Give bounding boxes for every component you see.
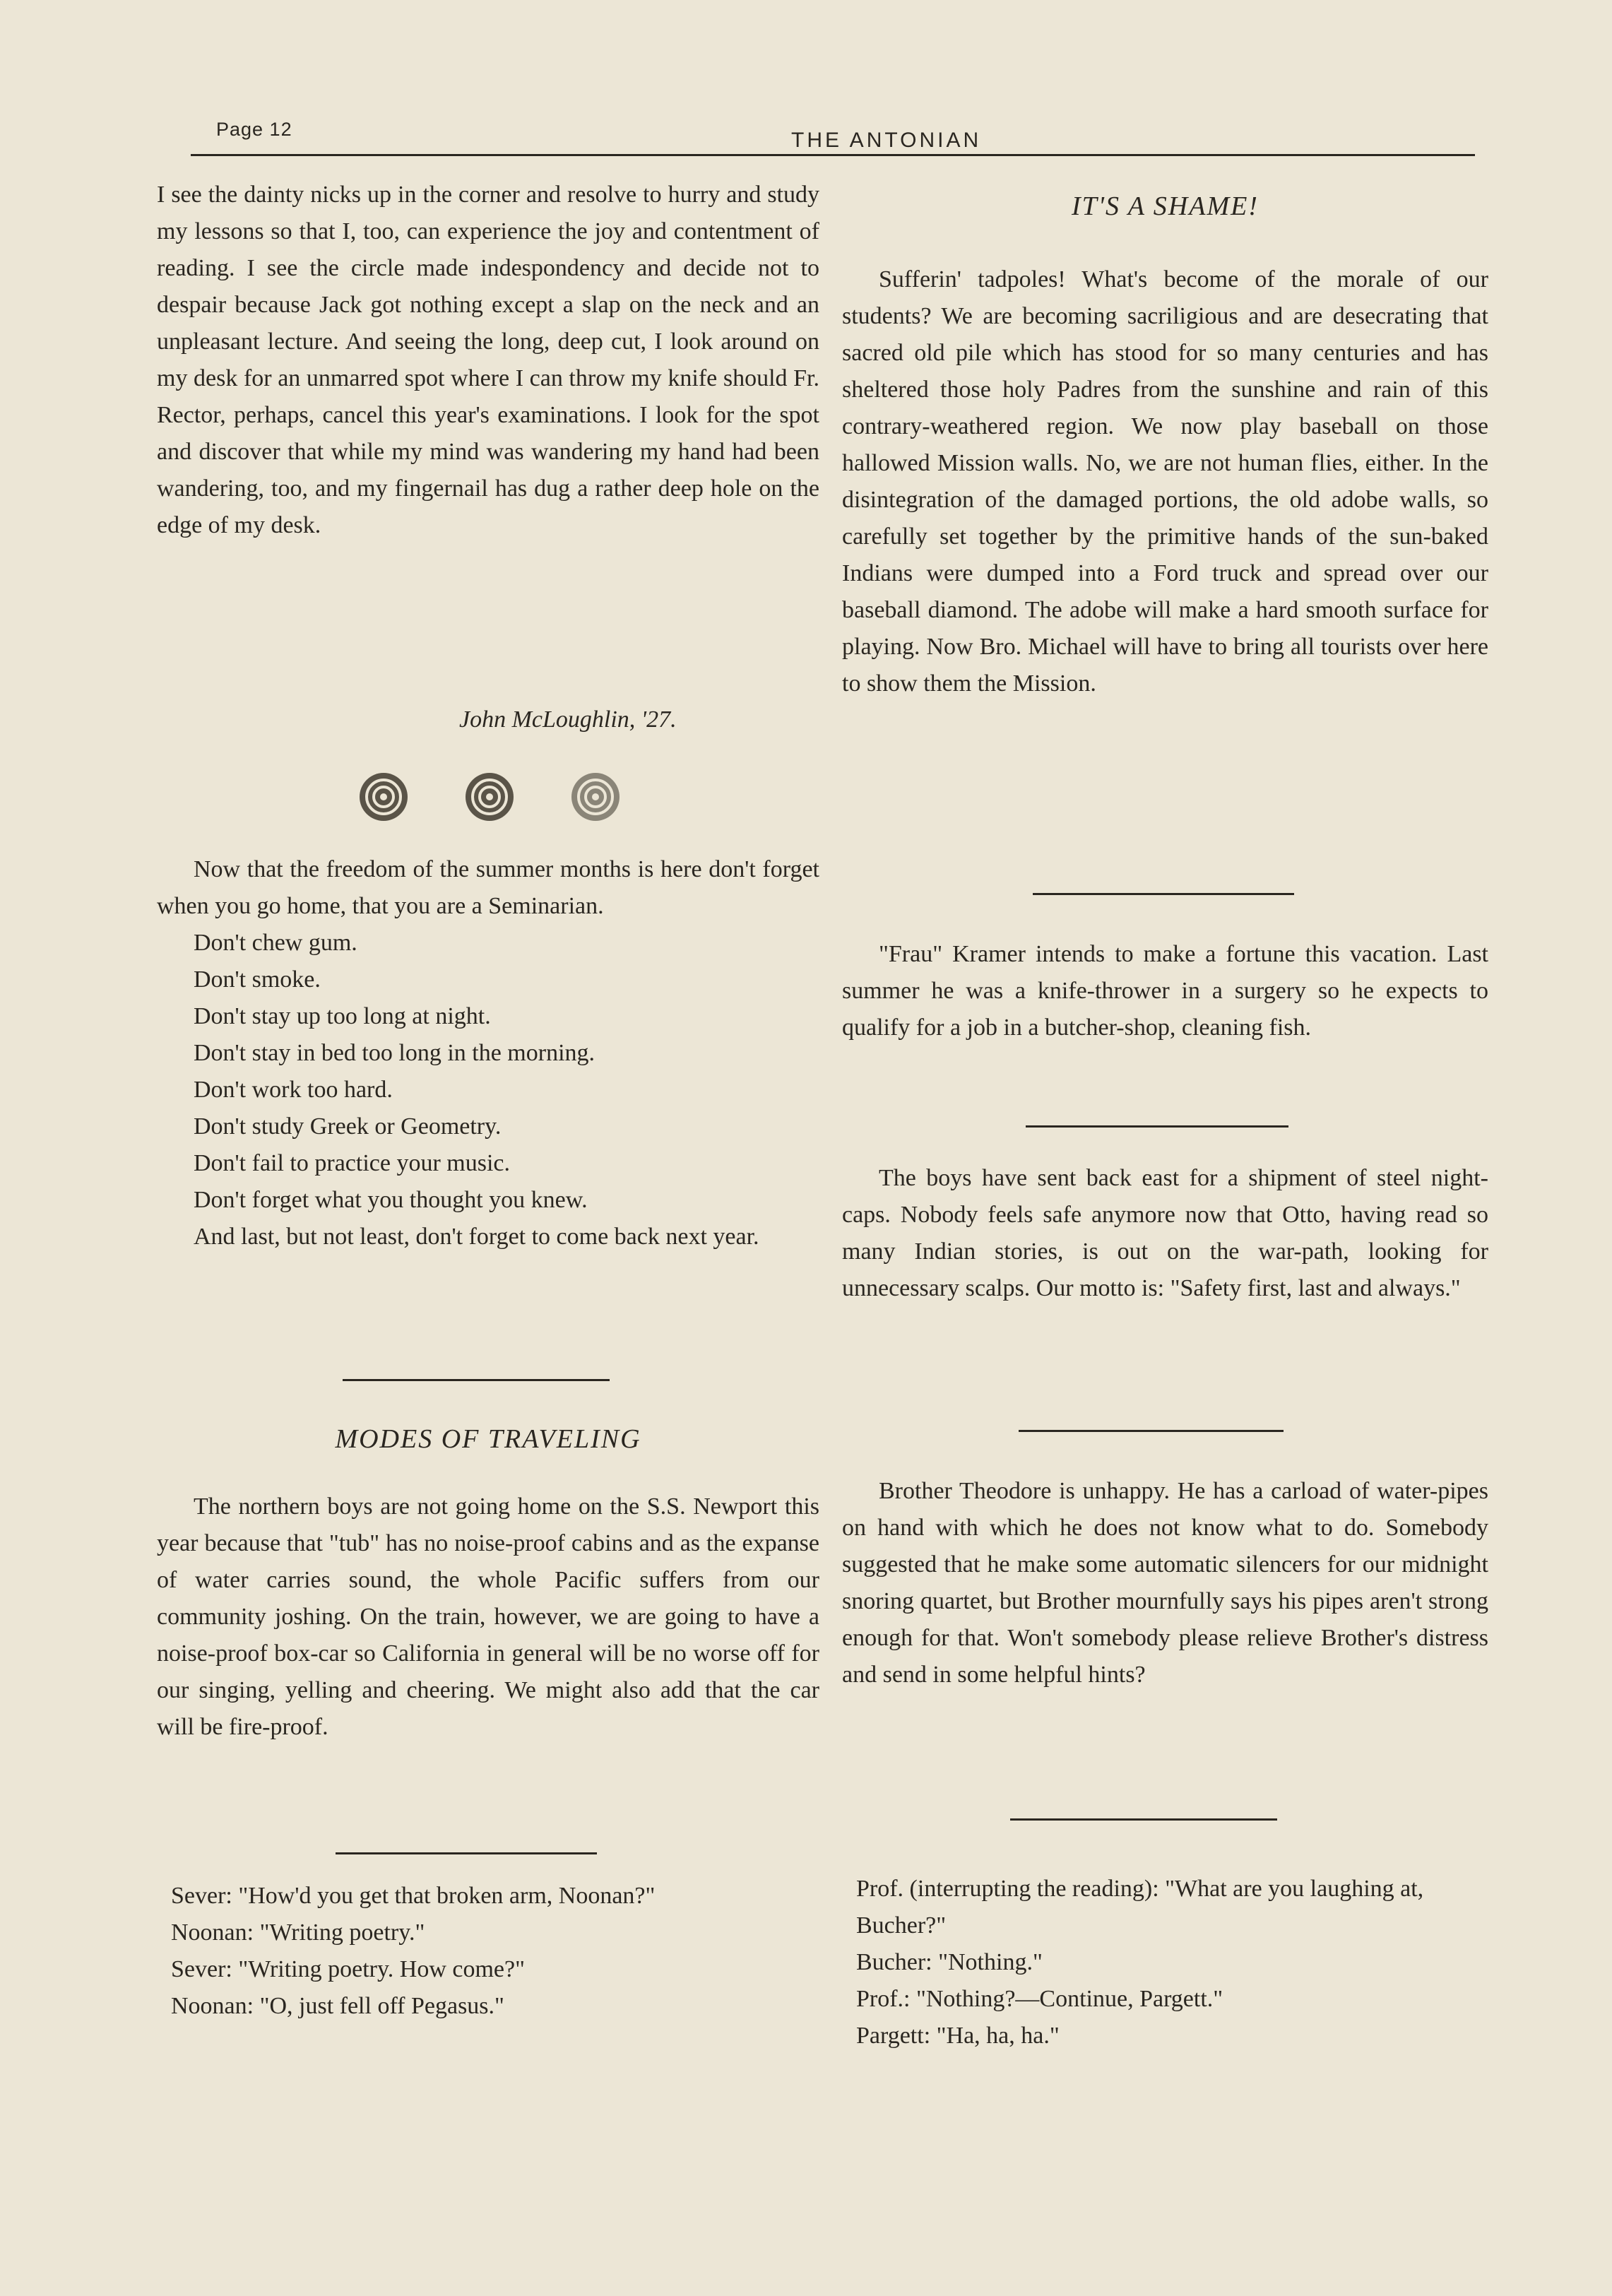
rose-ornament-3-icon (569, 770, 622, 824)
frau-paragraph: "Frau" Kramer intends to make a fortune this vacation. Last summer he was a knife-thrower in a surgery so he expects to qualify for a job in a butcher-shop, cleaning fish. (842, 941, 1488, 1041)
dialogue-line: Sever: "Writing poetry. How come?" (171, 1956, 525, 1982)
author-signature: John McLoughlin, '27. (459, 706, 677, 733)
theodore-item (842, 1473, 1488, 1693)
summer-advice (157, 851, 819, 1255)
modes-paragraph: The northern boys are not going home on the S.S. Newport this year because that "tub" has no noise-proof cabins and as the expanse of water carries sound, the whole Pacific suffers from our community joshing. On the train, however, we are going to have a noise-proof box-car so California in general will be no worse off for our singing, yelling and cheering. We might also add that the car will be fire-proof. (157, 1493, 819, 1740)
intro-paragraph: I see the dainty nicks up in the corner and resolve to hurry and study my lessons so that I, too, can experience the joy and contentment of reading. I see the circle made indespondency and decide not to despair because Jack got nothing except a slap on the neck and an unpleasant lecture. And seeing the long, deep cut, I look around on my desk for an unmarred spot where I can throw my knife should Fr. Rector, perhaps, cancel this year's examinations. I look for the spot and discover that while my mind was wandering my hand had been wandering, too, and my fingernail has dug a rather deep hole on the edge of my desk. (157, 182, 819, 538)
shame-article (842, 261, 1488, 702)
rose-ornament-1-icon (357, 770, 410, 824)
summer-intro: Now that the freedom of the summer months is here don't forget when you go home, that you are a Seminarian. (157, 856, 819, 919)
divider (1033, 893, 1294, 895)
divider (1026, 1125, 1288, 1128)
divider (1019, 1430, 1284, 1432)
dialogue-line: Sever: "How'd you get that broken arm, Noonan?" (171, 1883, 656, 1909)
publication-title: THE ANTONIAN (791, 129, 982, 152)
list-item: Don't fail to practice your music. (194, 1150, 510, 1176)
modes-article (157, 1489, 819, 1746)
list-item: Don't work too hard. (194, 1077, 393, 1103)
divider (343, 1379, 610, 1381)
shame-paragraph: Sufferin' tadpoles! What's become of the morale of our students? We are becoming sacriligious and are desecrating that sacred old pile which has stood for so many centuries and has sheltered those holy Padres from the sunshine and rain of this contrary-weathered region. We now play baseball on those hallowed Mission walls. No, we are not human flies, either. In the disintegration of the damaged portions, the old adobe walls, so carefully set together by the primitive hands of the sun-baked Indians were dumped into a Ford truck and spread over our baseball diamond. The adobe will make a hard smooth surface for playing. Now Bro. Michael will have to bring all tourists over here to show them the Mission. (842, 266, 1488, 697)
page-header (191, 119, 1475, 156)
frau-kramer-item (842, 936, 1488, 1046)
list-item: Don't stay up too long at night. (194, 1003, 491, 1029)
dialogue-line: Prof.: "Nothing?—Continue, Pargett." (856, 1986, 1223, 2012)
dialogue-line: Noonan: "O, just fell off Pegasus." (171, 1993, 504, 2019)
list-item: Don't smoke. (194, 966, 321, 993)
dialogue-line: Bucher: "Nothing." (856, 1949, 1043, 1975)
summer-closing: And last, but not least, don't forget to come back next year. (194, 1224, 759, 1250)
modes-heading: MODES OF TRAVELING (335, 1424, 641, 1454)
divider (1010, 1818, 1277, 1821)
sever-noonan-dialogue (157, 1878, 819, 2025)
list-item: Don't forget what you thought you knew. (194, 1187, 588, 1213)
dialogue-line: Noonan: "Writing poetry." (171, 1919, 425, 1946)
dialogue-line: Prof. (interrupting the reading): "What are you laughing at, Bucher?" (856, 1876, 1424, 1939)
rose-ornament-2-icon (463, 770, 516, 824)
divider (336, 1852, 597, 1854)
theodore-paragraph: Brother Theodore is unhappy. He has a carload of water-pipes on hand with which he does not know what to do. Somebody suggested that he make some automatic silencers for our midnight snoring quartet, but Brother mournfully says his pipes aren't strong enough for that. Won't somebody please relieve Brother's distress and send in some helpful hints? (842, 1478, 1488, 1688)
list-item: Don't stay in bed too long in the morning. (194, 1040, 595, 1066)
shame-heading: IT'S A SHAME! (1072, 191, 1259, 221)
intro-essay-ending (157, 177, 819, 544)
list-item: Don't chew gum. (194, 930, 357, 956)
boys-paragraph: The boys have sent back east for a shipment of steel night-caps. Nobody feels safe anymore now that Otto, having read so many Indian stories, is out on the war-path, looking for unnecessary scalps. Our motto is: "Safety first, last and always." (842, 1165, 1488, 1301)
list-item: Don't study Greek or Geometry. (194, 1113, 502, 1140)
donts-list (157, 925, 819, 1219)
prof-bucher-dialogue (842, 1871, 1488, 2054)
boys-item (842, 1160, 1488, 1307)
dialogue-line: Pargett: "Ha, ha, ha." (856, 2023, 1060, 2049)
page-number: Page 12 (216, 119, 292, 140)
